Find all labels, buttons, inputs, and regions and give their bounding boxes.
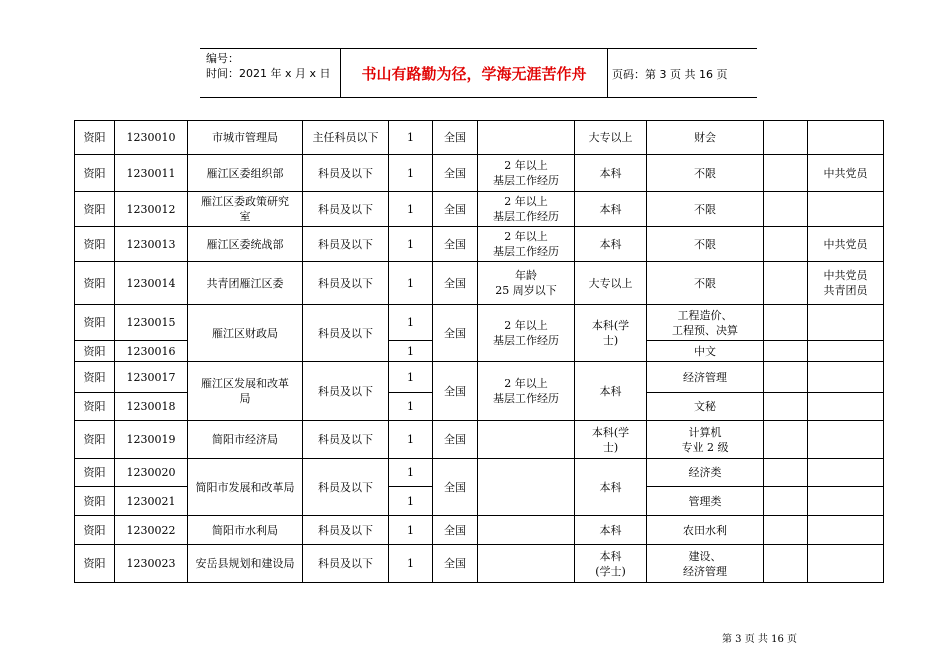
table-cell: 年龄 25 周岁以下 — [478, 262, 575, 305]
table-cell: 简阳市发展和改革局 — [188, 459, 303, 516]
table-cell: 2 年以上 基层工作经历 — [478, 305, 575, 362]
table-cell: 本科 — [575, 516, 647, 545]
table-cell: 2 年以上 基层工作经历 — [478, 362, 575, 421]
table-cell: 中共党员 — [808, 227, 884, 262]
table-cell: 资阳 — [75, 155, 115, 192]
table-cell: 中文 — [647, 341, 764, 362]
table-cell: 1230019 — [115, 421, 188, 459]
table-cell: 1230018 — [115, 393, 188, 421]
table-cell: 1 — [389, 305, 433, 341]
table-cell — [764, 459, 808, 487]
table-cell — [808, 192, 884, 227]
table-cell: 全国 — [433, 262, 478, 305]
table-cell — [764, 227, 808, 262]
table-cell: 大专以上 — [575, 121, 647, 155]
table-cell — [764, 341, 808, 362]
table-cell: 不限 — [647, 155, 764, 192]
table-cell: 雁江区委政策研究 室 — [188, 192, 303, 227]
table-cell: 雁江区委组织部 — [188, 155, 303, 192]
table-row — [75, 155, 884, 192]
table-cell: 农田水利 — [647, 516, 764, 545]
table-cell — [808, 545, 884, 583]
table-cell: 1 — [389, 516, 433, 545]
table-cell: 资阳 — [75, 421, 115, 459]
table-cell: 不限 — [647, 227, 764, 262]
table-cell: 1230021 — [115, 487, 188, 516]
table-cell: 本科 — [575, 227, 647, 262]
table-row — [75, 121, 884, 155]
table-cell — [764, 155, 808, 192]
table-cell: 1230013 — [115, 227, 188, 262]
table-cell: 科员及以下 — [303, 262, 389, 305]
table-cell: 2 年以上 基层工作经历 — [478, 192, 575, 227]
table-cell: 资阳 — [75, 121, 115, 155]
table-cell: 1230022 — [115, 516, 188, 545]
table-cell — [764, 362, 808, 393]
table-cell: 全国 — [433, 155, 478, 192]
table-cell: 科员及以下 — [303, 545, 389, 583]
table-cell — [808, 421, 884, 459]
table-cell: 全国 — [433, 545, 478, 583]
table-cell: 资阳 — [75, 393, 115, 421]
table-cell: 雁江区发展和改革 局 — [188, 362, 303, 421]
table-cell — [808, 305, 884, 341]
table-cell: 1230023 — [115, 545, 188, 583]
table-cell: 科员及以下 — [303, 516, 389, 545]
table-cell: 科员及以下 — [303, 459, 389, 516]
table-cell: 科员及以下 — [303, 227, 389, 262]
table-cell: 不限 — [647, 262, 764, 305]
header-left — [206, 51, 331, 81]
table-cell: 全国 — [433, 516, 478, 545]
table-cell: 资阳 — [75, 516, 115, 545]
table-cell: 1 — [389, 393, 433, 421]
table-cell: 资阳 — [75, 362, 115, 393]
table-cell: 大专以上 — [575, 262, 647, 305]
table-cell — [478, 121, 575, 155]
table-cell: 1 — [389, 341, 433, 362]
table-cell: 本科 (学士) — [575, 545, 647, 583]
table-cell: 1 — [389, 155, 433, 192]
table-cell: 资阳 — [75, 341, 115, 362]
header-motto: 书山有路勤为径，学海无涯苦作舟 — [340, 49, 608, 97]
table-cell: 资阳 — [75, 545, 115, 583]
table-cell: 1230010 — [115, 121, 188, 155]
table-cell: 2 年以上 基层工作经历 — [478, 155, 575, 192]
table-cell: 科员及以下 — [303, 305, 389, 362]
table-cell: 经济管理 — [647, 362, 764, 393]
table-cell: 科员及以下 — [303, 362, 389, 421]
table-cell — [764, 545, 808, 583]
table-cell — [478, 545, 575, 583]
table-cell: 经济类 — [647, 459, 764, 487]
table-cell: 1230017 — [115, 362, 188, 393]
table-cell: 简阳市水利局 — [188, 516, 303, 545]
table-cell: 中共党员 — [808, 155, 884, 192]
table-cell: 共青团雁江区委 — [188, 262, 303, 305]
table-cell: 资阳 — [75, 459, 115, 487]
table-cell: 资阳 — [75, 487, 115, 516]
table-cell: 资阳 — [75, 192, 115, 227]
table-cell: 本科 — [575, 362, 647, 421]
table-cell: 全国 — [433, 192, 478, 227]
table-cell — [764, 393, 808, 421]
table-cell: 2 年以上 基层工作经历 — [478, 227, 575, 262]
table-cell: 工程造价、 工程预、决算 — [647, 305, 764, 341]
table-cell — [764, 421, 808, 459]
table-cell: 1 — [389, 459, 433, 487]
table-cell: 资阳 — [75, 305, 115, 341]
table-cell: 全国 — [433, 121, 478, 155]
table-cell: 全国 — [433, 421, 478, 459]
table-cell: 1 — [389, 262, 433, 305]
table-cell: 1 — [389, 421, 433, 459]
table-cell — [808, 341, 884, 362]
table-row — [75, 421, 884, 459]
table-cell: 不限 — [647, 192, 764, 227]
table-cell: 全国 — [433, 305, 478, 362]
table-cell: 全国 — [433, 459, 478, 516]
table-cell: 资阳 — [75, 262, 115, 305]
table-cell — [478, 459, 575, 516]
table-cell: 1 — [389, 362, 433, 393]
table-cell: 本科 — [575, 192, 647, 227]
table-cell — [808, 393, 884, 421]
table-row — [75, 362, 884, 393]
table-cell: 文秘 — [647, 393, 764, 421]
table-cell: 1230015 — [115, 305, 188, 341]
table-cell: 1 — [389, 192, 433, 227]
table-cell — [808, 121, 884, 155]
table-cell: 市城市管理局 — [188, 121, 303, 155]
table-cell — [808, 487, 884, 516]
table-cell: 主任科员以下 — [303, 121, 389, 155]
table-cell: 全国 — [433, 362, 478, 421]
table-cell: 科员及以下 — [303, 421, 389, 459]
table-cell: 科员及以下 — [303, 192, 389, 227]
table-cell — [764, 516, 808, 545]
table-cell: 1230012 — [115, 192, 188, 227]
header-page-info: 页码：第 3 页 共 16 页 — [612, 68, 728, 81]
table-cell: 计算机 专业 2 级 — [647, 421, 764, 459]
doc-time-label: 时间：2021 年 x 月 x 日 — [206, 67, 331, 80]
table-cell — [764, 305, 808, 341]
table-cell: 1 — [389, 121, 433, 155]
table-cell: 1230016 — [115, 341, 188, 362]
table-cell: 财会 — [647, 121, 764, 155]
table-row — [75, 459, 884, 487]
table-cell: 本科 — [575, 155, 647, 192]
table-cell — [764, 121, 808, 155]
table-row — [75, 305, 884, 341]
table-cell: 1230014 — [115, 262, 188, 305]
table-cell: 雁江区委统战部 — [188, 227, 303, 262]
table-cell — [808, 516, 884, 545]
table-cell: 科员及以下 — [303, 155, 389, 192]
table-cell: 1230020 — [115, 459, 188, 487]
page-footer: 第 3 页 共 16 页 — [722, 634, 797, 645]
table-cell: 1230011 — [115, 155, 188, 192]
table-cell: 简阳市经济局 — [188, 421, 303, 459]
table-cell — [764, 192, 808, 227]
table-row — [75, 516, 884, 545]
table-cell: 本科 — [575, 459, 647, 516]
table-cell: 建设、 经济管理 — [647, 545, 764, 583]
table-cell: 本科(学 士) — [575, 305, 647, 362]
table-cell — [808, 362, 884, 393]
doc-number-label: 编号： — [206, 52, 239, 65]
table-cell: 中共党员 共青团员 — [808, 262, 884, 305]
table-cell: 本科(学 士) — [575, 421, 647, 459]
table-row — [75, 262, 884, 305]
table-cell — [478, 421, 575, 459]
table-cell — [808, 459, 884, 487]
table-row — [75, 227, 884, 262]
table-cell — [478, 516, 575, 545]
table-cell — [764, 487, 808, 516]
table-cell: 全国 — [433, 227, 478, 262]
table-cell: 安岳县规划和建设局 — [188, 545, 303, 583]
page-header — [200, 48, 757, 98]
table-cell: 1 — [389, 487, 433, 516]
table-row — [75, 545, 884, 583]
table-cell: 管理类 — [647, 487, 764, 516]
table-cell: 1 — [389, 545, 433, 583]
recruitment-table — [74, 120, 884, 583]
table-cell: 资阳 — [75, 227, 115, 262]
table-cell — [764, 262, 808, 305]
table-cell: 1 — [389, 227, 433, 262]
table-cell: 雁江区财政局 — [188, 305, 303, 362]
table-row — [75, 192, 884, 227]
